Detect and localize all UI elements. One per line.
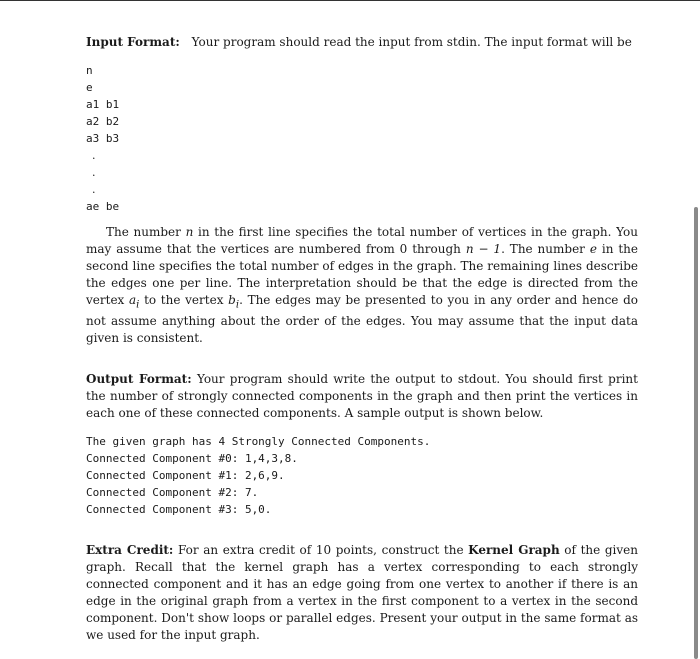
sample-output-line: Connected Component #0: 1,4,3,8. [86, 452, 298, 466]
output-format-text: Your program should write the output to stdout. You should first print the number of strongly connected components in the graph and then print the vertices in each one of these connected components. A sample output is shown below. [86, 372, 638, 421]
top-border [0, 0, 700, 1]
desc-text: The number [106, 225, 186, 239]
code-line: a1 b1 [86, 98, 120, 111]
ellipsis-dot: . [92, 149, 96, 162]
scrollbar[interactable] [694, 207, 698, 659]
sample-output-line: Connected Component #1: 2,6,9. [86, 469, 285, 483]
sample-output-line: Connected Component #2: 7. [86, 486, 259, 500]
math-subscript-i: i [235, 299, 240, 311]
code-line: a2 b2 [86, 115, 120, 128]
sample-output-line: The given graph has 4 Strongly Connected Components. [86, 435, 431, 449]
kernel-graph-term: Kernel Graph [468, 543, 560, 558]
extra-credit-paragraph [86, 542, 638, 644]
extra-credit-text-before: For an extra credit of 10 points, construct the [178, 543, 469, 558]
math-n: n [185, 225, 194, 239]
math-subscript-i: i [136, 299, 140, 311]
input-format-description [86, 224, 638, 347]
extra-credit-heading: Extra Credit: [86, 543, 174, 558]
output-format-heading: Output Format: [86, 372, 192, 387]
ellipsis-dot: . [92, 166, 96, 179]
code-line: a3 b3 [86, 132, 120, 145]
input-format-intro [86, 34, 638, 51]
extra-credit-text-after: of the given graph. Recall that the kernel graph has a vertex corresponding to each strongly connected component and it has an edge going from one vertex to another if there is an edge in the original graph from a vertex in the first component to a vertex in the second component. Don't show loops or parallel edges. Present your output in the same format as we used for the input graph. [86, 543, 638, 643]
math-e: e [589, 242, 597, 256]
output-format-paragraph [86, 371, 638, 422]
desc-text: in the second line specifies the total number of edges in the graph. The remaining lines describe the edges one per line. The interpretation should be that the edge is directed from the vertex [86, 242, 639, 307]
document-page [86, 34, 638, 644]
code-line: n [86, 64, 93, 77]
math-n-minus-1: n − 1 [465, 242, 502, 256]
input-format-code [86, 62, 638, 215]
ellipsis-dot: . [92, 183, 96, 196]
desc-text: in the first line specifies the total number of vertices in the graph. You may assume that the vertices are numbered from 0 through [86, 225, 638, 256]
desc-text: . The edges may be presented to you in any order and hence do not assume anything about the order of the edges. You may assume that the input data given is consistent. [86, 293, 639, 346]
desc-text: to the vertex [139, 293, 229, 307]
input-format-intro-text: Your program should read the input from stdin. The input format will be [191, 35, 632, 49]
code-line: e [86, 81, 93, 94]
sample-output-line: Connected Component #3: 5,0. [86, 503, 272, 517]
desc-text: . The number [501, 242, 590, 256]
math-b: b [228, 293, 236, 307]
sample-output [86, 433, 638, 518]
input-format-heading: Input Format: [86, 35, 180, 49]
math-a: a [129, 293, 137, 307]
code-line-last: ae be [86, 200, 120, 213]
